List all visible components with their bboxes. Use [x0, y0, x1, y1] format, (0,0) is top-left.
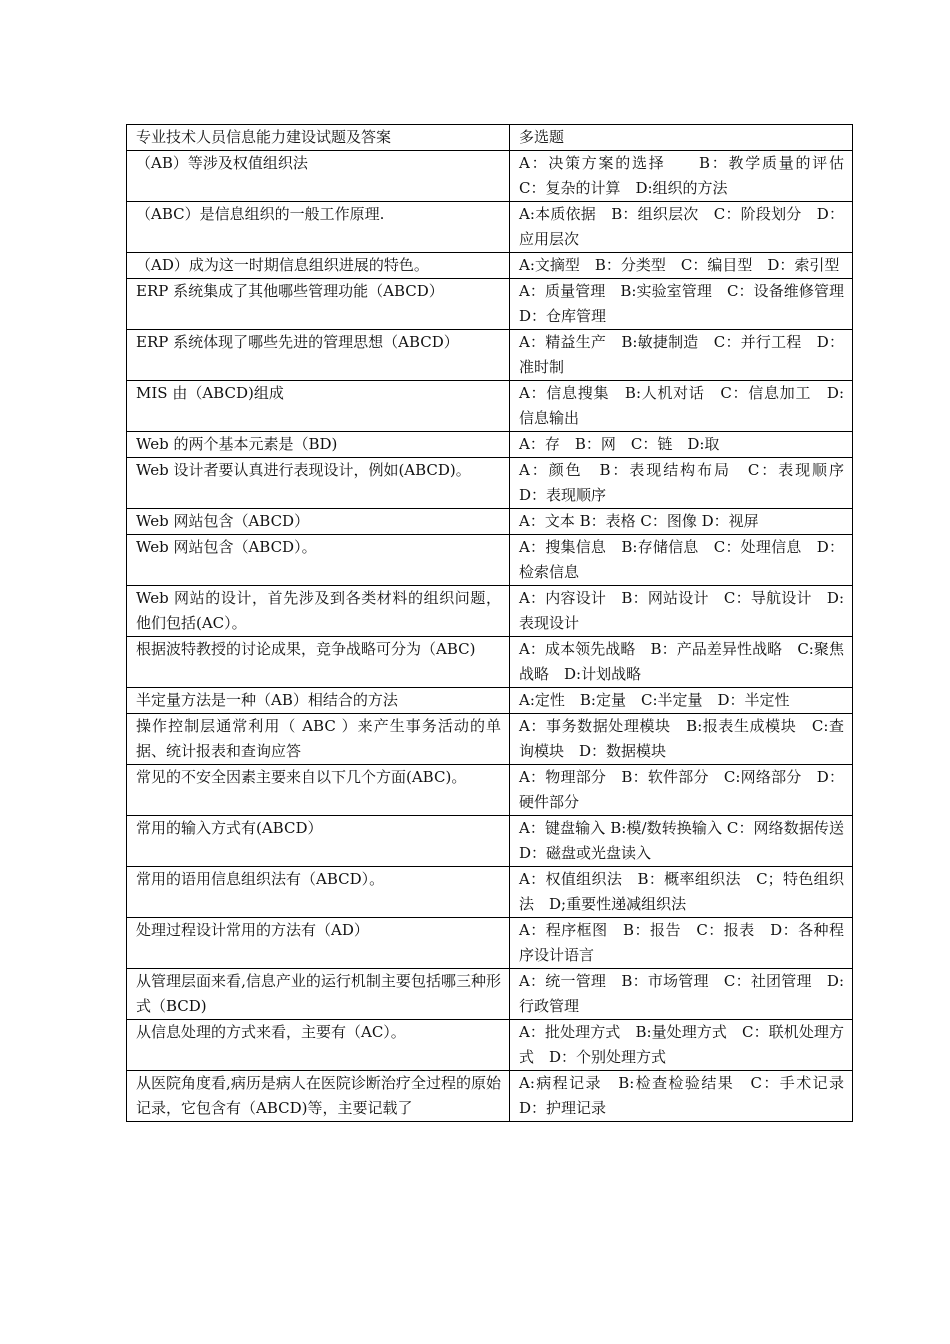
question-row	[127, 381, 853, 432]
answer-options: A：存 B：网 C：链 D:取	[510, 432, 853, 458]
question-row	[127, 458, 853, 509]
question-row	[127, 714, 853, 765]
question-text: ERP 系统集成了其他哪些管理功能（ABCD）	[127, 279, 510, 330]
question-row	[127, 1071, 853, 1122]
question-text: 操作控制层通常利用（ ABC ）来产生事务活动的单据、统计报表和查询应答	[127, 714, 510, 765]
question-text: Web 网站的设计，首先涉及到各类材料的组织问题，他们包括(AC）。	[127, 586, 510, 637]
answer-options: A：程序框图 B：报告 C：报表 D：各种程序设计语言	[510, 918, 853, 969]
answer-options: A：文本 B：表格 C：图像 D：视屏	[510, 509, 853, 535]
question-text: MIS 由（ABCD)组成	[127, 381, 510, 432]
answer-options: A：成本领先战略 B：产品差异性战略 C:聚焦战略 D:计划战略	[510, 637, 853, 688]
answer-options: A:定性 B:定量 C:半定量 D：半定性	[510, 688, 853, 714]
question-row	[127, 969, 853, 1020]
answer-options: A：批处理方式 B:量处理方式 C：联机处理方式 D：个别处理方式	[510, 1020, 853, 1071]
question-text: 常见的不安全因素主要来自以下几个方面(ABC)。	[127, 765, 510, 816]
section-title: 多选题	[510, 125, 853, 151]
answer-options: A:文摘型 B：分类型 C：编目型 D：索引型	[510, 253, 853, 279]
answer-options: A:病程记录 B:检查检验结果 C：手术记录 D：护理记录	[510, 1071, 853, 1122]
question-row	[127, 279, 853, 330]
question-text: 常用的语用信息组织法有（ABCD）。	[127, 867, 510, 918]
document-title: 专业技术人员信息能力建设试题及答案	[127, 125, 510, 151]
question-row	[127, 765, 853, 816]
question-text: 从管理层面来看,信息产业的运行机制主要包括哪三种形式（BCD)	[127, 969, 510, 1020]
question-row	[127, 202, 853, 253]
question-text: Web 的两个基本元素是（BD)	[127, 432, 510, 458]
question-text: 半定量方法是一种（AB）相结合的方法	[127, 688, 510, 714]
answer-options: A：物理部分 B：软件部分 C:网络部分 D：硬件部分	[510, 765, 853, 816]
question-text: ERP 系统体现了哪些先进的管理思想（ABCD）	[127, 330, 510, 381]
answer-options: A：精益生产 B:敏捷制造 C：并行工程 D：准时制	[510, 330, 853, 381]
question-row	[127, 918, 853, 969]
question-row	[127, 637, 853, 688]
question-row	[127, 509, 853, 535]
question-text: Web 网站包含（ABCD）	[127, 509, 510, 535]
question-text: 常用的输入方式有(ABCD）	[127, 816, 510, 867]
question-row	[127, 867, 853, 918]
question-text: Web 设计者要认真进行表现设计，例如(ABCD)。	[127, 458, 510, 509]
question-text: （ABC）是信息组织的一般工作原理.	[127, 202, 510, 253]
question-row	[127, 151, 853, 202]
question-row	[127, 688, 853, 714]
answer-options: A：统一管理 B：市场管理 C：社团管理 D:行政管理	[510, 969, 853, 1020]
question-text: 处理过程设计常用的方法有（AD）	[127, 918, 510, 969]
question-table	[126, 124, 875, 1122]
answer-options: A:本质依据 B：组织层次 C：阶段划分 D：应用层次	[510, 202, 853, 253]
document-page	[126, 124, 875, 1122]
answer-options: A：内容设计 B：网站设计 C：导航设计 D:表现设计	[510, 586, 853, 637]
question-row	[127, 816, 853, 867]
question-text: （AB）等涉及权值组织法	[127, 151, 510, 202]
question-row	[127, 330, 853, 381]
question-row	[127, 1020, 853, 1071]
answer-options: A：键盘输入 B:模/数转换输入 C：网络数据传送 D：磁盘或光盘读入	[510, 816, 853, 867]
answer-options: A：颜色 B：表现结构布局 C：表现顺序 D：表现顺序	[510, 458, 853, 509]
question-row	[127, 586, 853, 637]
answer-options: A：质量管理 B:实验室管理 C：设备维修管理 D：仓库管理	[510, 279, 853, 330]
question-row	[127, 253, 853, 279]
question-text: 从医院角度看,病历是病人在医院诊断治疗全过程的原始记录，它包含有（ABCD)等，主要记载了	[127, 1071, 510, 1122]
answer-options: A：权值组织法 B：概率组织法 C；特色组织法 D;重要性递减组织法	[510, 867, 853, 918]
answer-options: A：决策方案的选择 B：教学质量的评估 C：复杂的计算 D:组织的方法	[510, 151, 853, 202]
header-row	[127, 125, 853, 151]
question-row	[127, 432, 853, 458]
question-text: 根据波特教授的讨论成果，竞争战略可分为（ABC)	[127, 637, 510, 688]
question-text: （AD）成为这一时期信息组织进展的特色。	[127, 253, 510, 279]
answer-options: A：事务数据处理模块 B:报表生成模块 C:查询模块 D：数据模块	[510, 714, 853, 765]
question-text: Web 网站包含（ABCD）。	[127, 535, 510, 586]
question-row	[127, 535, 853, 586]
answer-options: A：信息搜集 B:人机对话 C：信息加工 D:信息输出	[510, 381, 853, 432]
answer-options: A：搜集信息 B:存储信息 C：处理信息 D：检索信息	[510, 535, 853, 586]
question-text: 从信息处理的方式来看，主要有（AC）。	[127, 1020, 510, 1071]
